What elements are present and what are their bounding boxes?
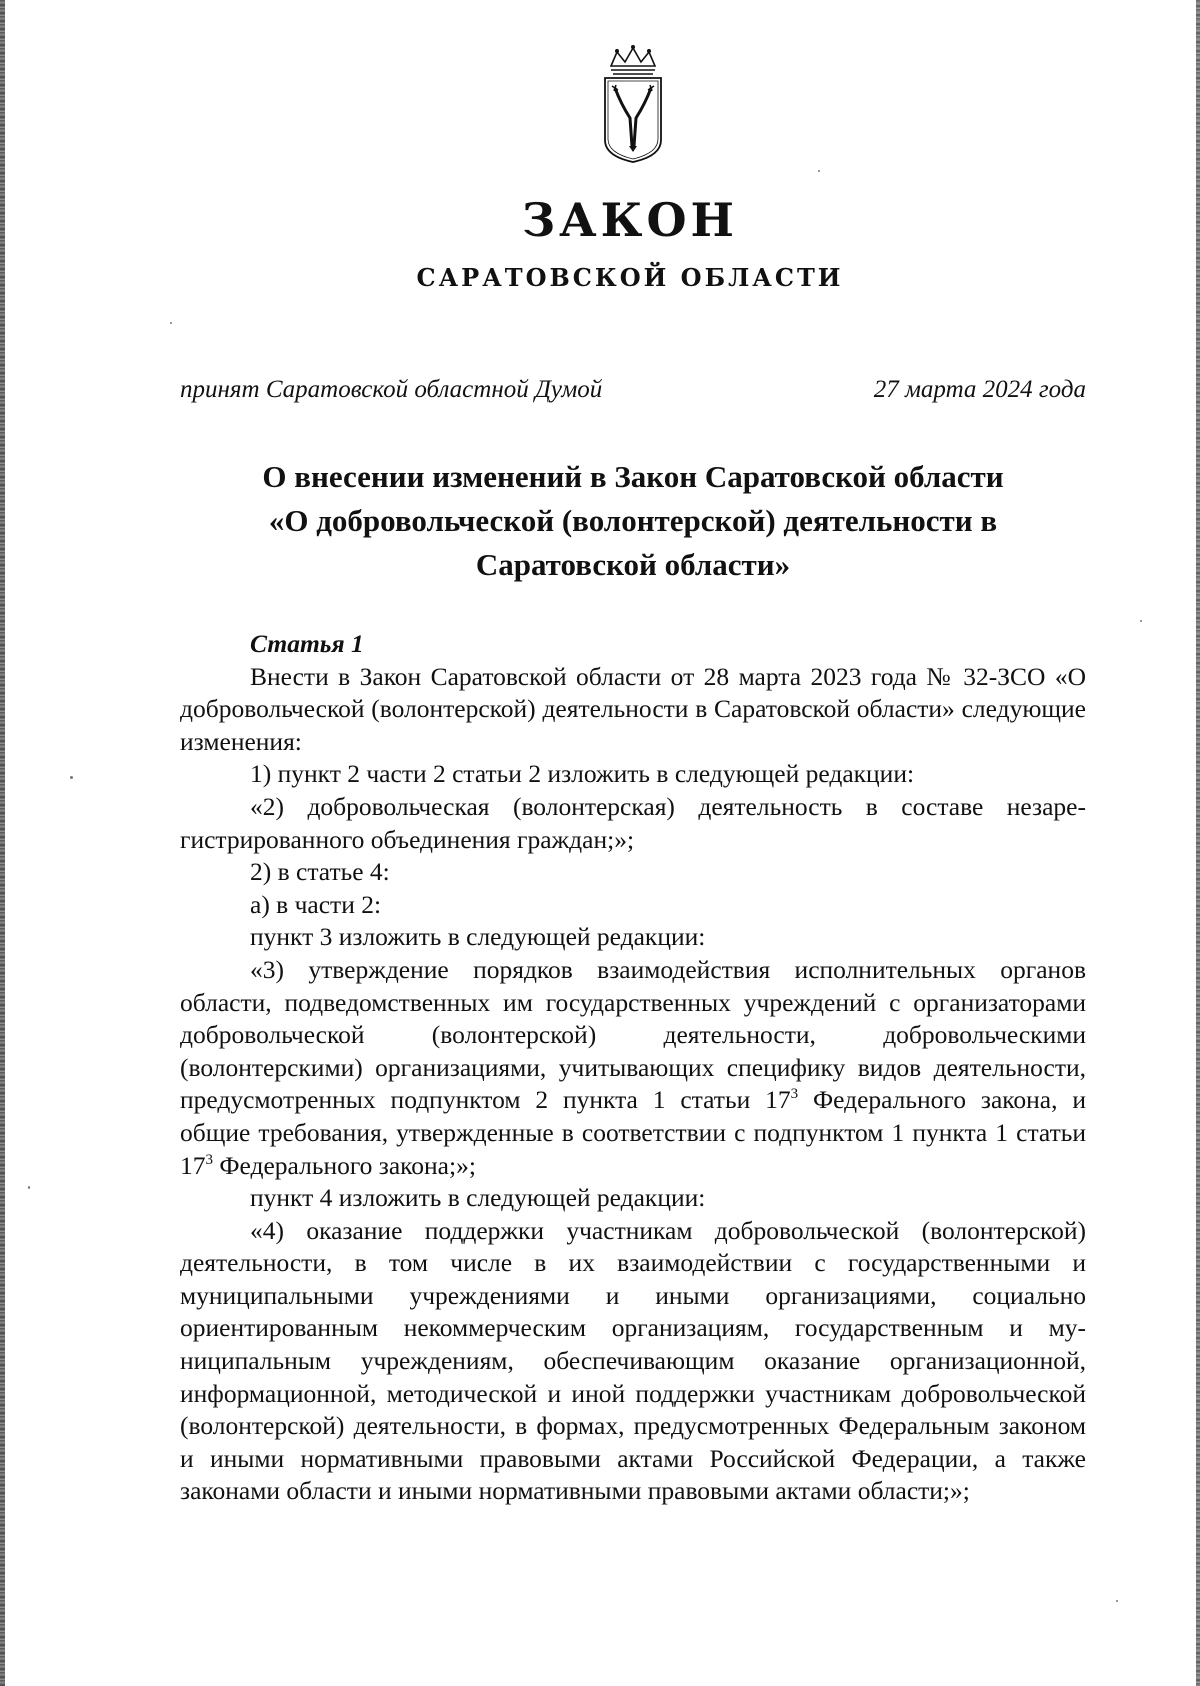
law-title bbox=[180, 455, 1086, 587]
paragraph: 1) пункт 2 части 2 статьи 2 изложить в следующей редакции: bbox=[250, 759, 915, 789]
paragraph: «4) оказание поддержки участникам добровольческой (волонтерской) деятельности, в том числе в их взаимодействии с государственными и муниципальными учреждениями и иными организациями, социально ориентированным некоммерческим организациям, государственным и муниципальным учреждениям, обеспечивающим оказание организационной, информационной, методической и иной поддержки участникам добровольческой (волонтерской) деятельности, в формах, предусмотренных Федеральным законом и иными нормативными правовыми актами Российской Федерации, а также законами области и иными нормативными правовыми актами области;»; bbox=[180, 1215, 1086, 1506]
paragraph: «2) добровольческая (волонтерская) деятельность в составе незарегистрированного объединения граждан;»; bbox=[180, 791, 1086, 854]
law-title-line: О внесении изменений в Закон Саратовской области bbox=[262, 459, 1004, 494]
document-title: ЗАКОН bbox=[521, 193, 739, 247]
paragraph: пункт 4 изложить в следующей редакции: bbox=[250, 1183, 706, 1213]
adoption-info bbox=[180, 372, 1086, 412]
scan-speck bbox=[1140, 620, 1142, 622]
superscript: 3 bbox=[205, 1151, 213, 1168]
law-title-line: «О добровольческой (волонтерской) деятельности в bbox=[268, 503, 998, 538]
adopted-by: принят Саратовской областной Думой bbox=[180, 376, 603, 403]
scan-edge-left bbox=[0, 0, 5, 1686]
scan-edge-right bbox=[1196, 0, 1200, 1686]
paragraph: пункт 3 изложить в следующей редакции: bbox=[250, 922, 706, 952]
scan-speck bbox=[818, 170, 820, 172]
article-body bbox=[180, 628, 1086, 1508]
paragraph: а) в части 2: bbox=[250, 889, 382, 919]
paragraph: 2) в статье 4: bbox=[250, 857, 390, 887]
paragraph bbox=[180, 954, 1086, 1182]
paragraph-text: Федерального закона;»; bbox=[213, 1150, 476, 1180]
scan-speck bbox=[28, 1186, 30, 1189]
scan-speck bbox=[170, 322, 172, 324]
paragraph: Внести в Закон Саратовской области от 28 марта 2023 года № 32-ЗСО «О добровольческой (волонтерской) деятельности в Саратовской области» следующие изменения: bbox=[180, 661, 1086, 756]
saratov-coat-of-arms-icon bbox=[597, 44, 669, 164]
paragraph-text: «3) утверждение порядков взаимодействия исполнительных органов области, подведомственных им государственных учреждений с организаторами добровольческой (волонтерской) деятельности, добровольческими (волонтерскими) организациями, учитывающих специфику видов деятельности, предусмотренных подпунктом 2 пункта 1 статьи 17 bbox=[180, 954, 1086, 1115]
superscript: 3 bbox=[790, 1086, 799, 1103]
law-title-line: Саратовской области» bbox=[475, 547, 791, 582]
article-heading: Статья 1 bbox=[250, 629, 364, 658]
paragraph-text: Федерального закона, и общие требования, утвержденные в соответствии с подпунктом 1 пункта 1 статьи 17 bbox=[180, 1085, 1086, 1180]
adoption-date: 27 марта 2024 года bbox=[873, 376, 1086, 403]
document-subtitle: САРАТОВСКОЙ ОБЛАСТИ bbox=[416, 263, 844, 292]
scan-speck bbox=[1116, 1600, 1118, 1602]
scan-speck bbox=[70, 776, 73, 779]
